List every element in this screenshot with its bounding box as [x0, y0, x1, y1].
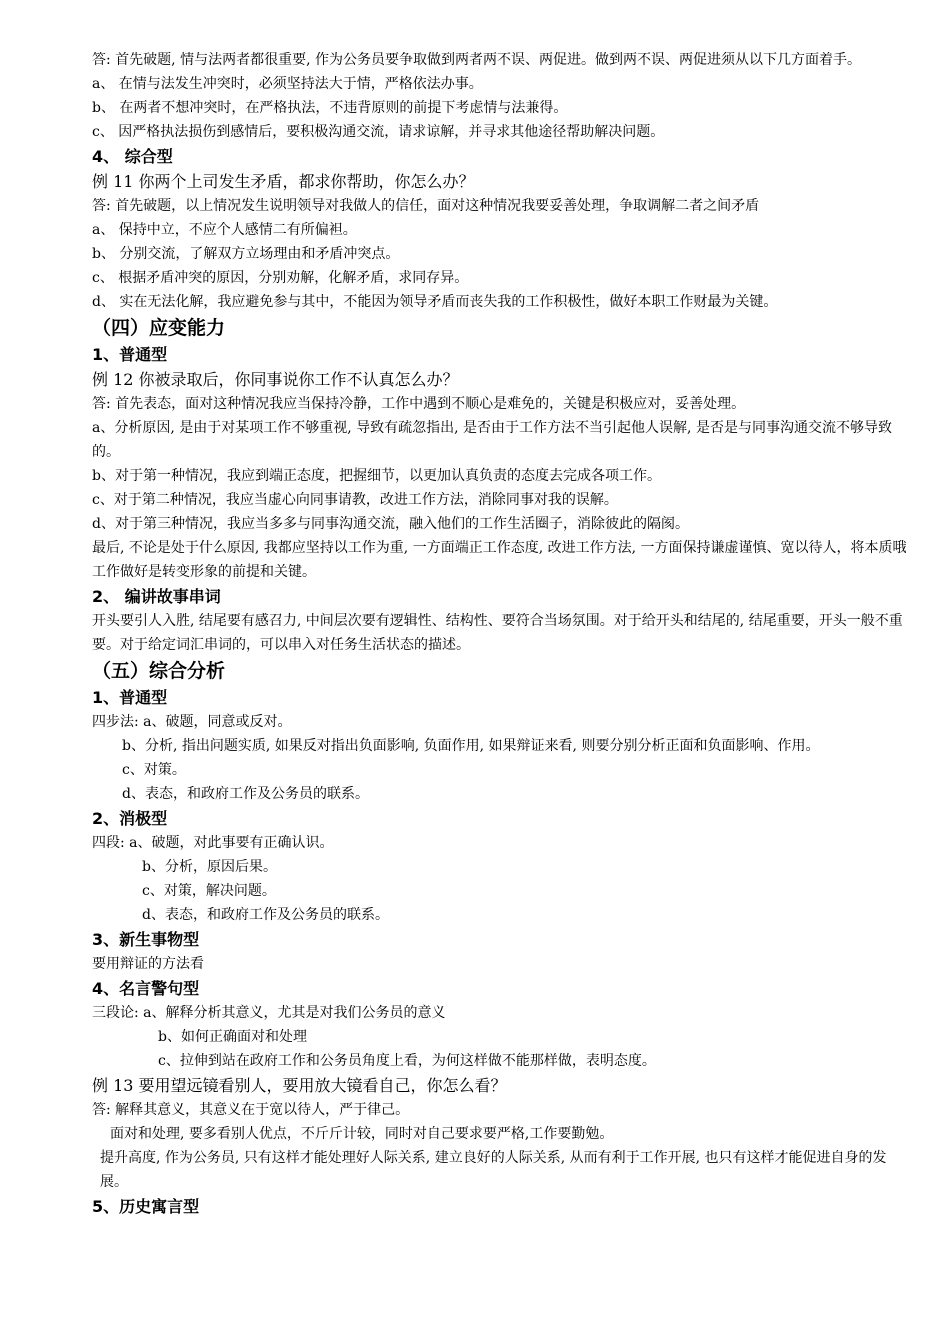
answer-paragraph: 答: 首先表态，面对这种情况我应当保持冷静，工作中遇到不顺心是难免的，关键是积极应对，妥善处理。 [92, 396, 746, 412]
method-step: c、对策，解决问题。 [142, 883, 276, 899]
list-item: c、 因严格执法损伤到感情后，要积极沟通交流，请求谅解，并寻求其他途径帮助解决问题。 [92, 124, 665, 140]
answer-paragraph: 答: 首先破题，以上情况发生说明领导对我做人的信任，面对这种情况我要妥善处理，争取调解二者之间矛盾 [92, 198, 760, 214]
list-item: a、 保持中立，不应个人感情二有所偏袒。 [92, 222, 357, 238]
list-item: c、对于第二种情况，我应当虚心向同事请教，改进工作方法，消除同事对我的误解。 [92, 492, 618, 508]
chapter-heading: （四）应变能力 [92, 317, 226, 339]
paragraph: 要用辩证的方法看 [92, 956, 204, 972]
section-heading: 1、普通型 [92, 345, 168, 364]
answer-step: 面对和处理, 要多看别人优点，不斤斤计较，同时对自己要求要严格,工作要勤勉。 [110, 1126, 614, 1142]
method-line: 四段: a、破题，对此事要有正确认识。 [92, 835, 334, 851]
method-step: b、分析, 指出问题实质, 如果反对指出负面影响, 负面作用, 如果辩证来看, 则要分别分析正面和负面影响、作用。 [122, 738, 820, 754]
list-item: d、对于第三种情况，我应当多多与同事沟通交流，融入他们的工作生活圈子，消除彼此的隔阂。 [92, 516, 689, 532]
method-line: 四步法: a、破题，同意或反对。 [92, 714, 292, 730]
method-step: c、对策。 [122, 762, 186, 778]
paragraph: 最后, 不论是处于什么原因, 我都应坚持以工作为重, 一方面端正工作态度, 改进工作方法, 一方面保持谦虚谨慎、宽以待人，将本质哦工作做好是转变形象的前提和关键。 [92, 540, 907, 580]
section-heading: 4、 综合型 [92, 147, 173, 166]
list-item: b、 分别交流，了解双方立场理由和矛盾冲突点。 [92, 246, 400, 262]
list-item: b、对于第一种情况，我应到端正态度，把握细节，以更加认真负责的态度去完成各项工作。 [92, 468, 661, 484]
list-item: b、 在两者不想冲突时，在严格执法，不违背原则的前提下考虑情与法兼得。 [92, 100, 568, 116]
example-question: 例 13 要用望远镜看别人，要用放大镜看自己，你怎么看？ [92, 1076, 507, 1095]
answer-step: 提升高度, 作为公务员, 只有这样才能处理好人际关系, 建立良好的人际关系, 从而有利于工作开展, 也只有这样才能促进自身的发展。 [100, 1150, 887, 1190]
list-item: a、分析原因, 是由于对某项工作不够重视, 导致有疏忽指出, 是否由于工作方法不当引起他人误解, 是否是与同事沟通交流不够导致的。 [92, 420, 892, 460]
answer-paragraph: 答: 解释其意义，其意义在于宽以待人，严于律己。 [92, 1102, 410, 1118]
section-heading: 2、消极型 [92, 809, 168, 828]
chapter-heading: （五）综合分析 [92, 660, 226, 682]
section-heading: 1、普通型 [92, 688, 168, 707]
section-heading: 5、历史寓言型 [92, 1197, 200, 1216]
section-heading: 2、 编讲故事串词 [92, 587, 221, 606]
list-item: a、 在情与法发生冲突时，必须坚持法大于情，严格依法办事。 [92, 76, 483, 92]
example-question: 例 12 你被录取后，你同事说你工作不认真怎么办？ [92, 370, 459, 389]
section-heading: 4、名言警句型 [92, 979, 200, 998]
list-item: d、 实在无法化解，我应避免参与其中，不能因为领导矛盾而丧失我的工作积极性，做好本职工作财最为关键。 [92, 294, 778, 310]
method-step: b、如何正确面对和处理 [158, 1029, 307, 1045]
method-step: c、拉伸到站在政府工作和公务员角度上看，为何这样做不能那样做，表明态度。 [158, 1053, 656, 1069]
document-page [92, 48, 908, 1219]
section-heading: 3、新生事物型 [92, 930, 200, 949]
method-line: 三段论: a、解释分析其意义，尤其是对我们公务员的意义 [92, 1005, 446, 1021]
answer-paragraph: 答: 首先破题, 情与法两者都很重要, 作为公务员要争取做到两者两不误、两促进。做到两不误、两促进须从以下几方面着手。 [92, 52, 861, 68]
method-step: d、表态，和政府工作及公务员的联系。 [142, 907, 389, 923]
paragraph: 开头要引人入胜, 结尾要有感召力, 中间层次要有逻辑性、结构性、要符合当场氛围。对于给开头和结尾的, 结尾重要，开头一般不重要。对于给定词汇串词的，可以串入对任务生活状态的描述。 [92, 613, 903, 653]
method-step: b、分析，原因后果。 [142, 859, 277, 875]
example-question: 例 11 你两个上司发生矛盾，都求你帮助，你怎么办？ [92, 172, 475, 191]
list-item: c、 根据矛盾冲突的原因，分别劝解，化解矛盾，求同存异。 [92, 270, 469, 286]
method-step: d、表态，和政府工作及公务员的联系。 [122, 786, 369, 802]
